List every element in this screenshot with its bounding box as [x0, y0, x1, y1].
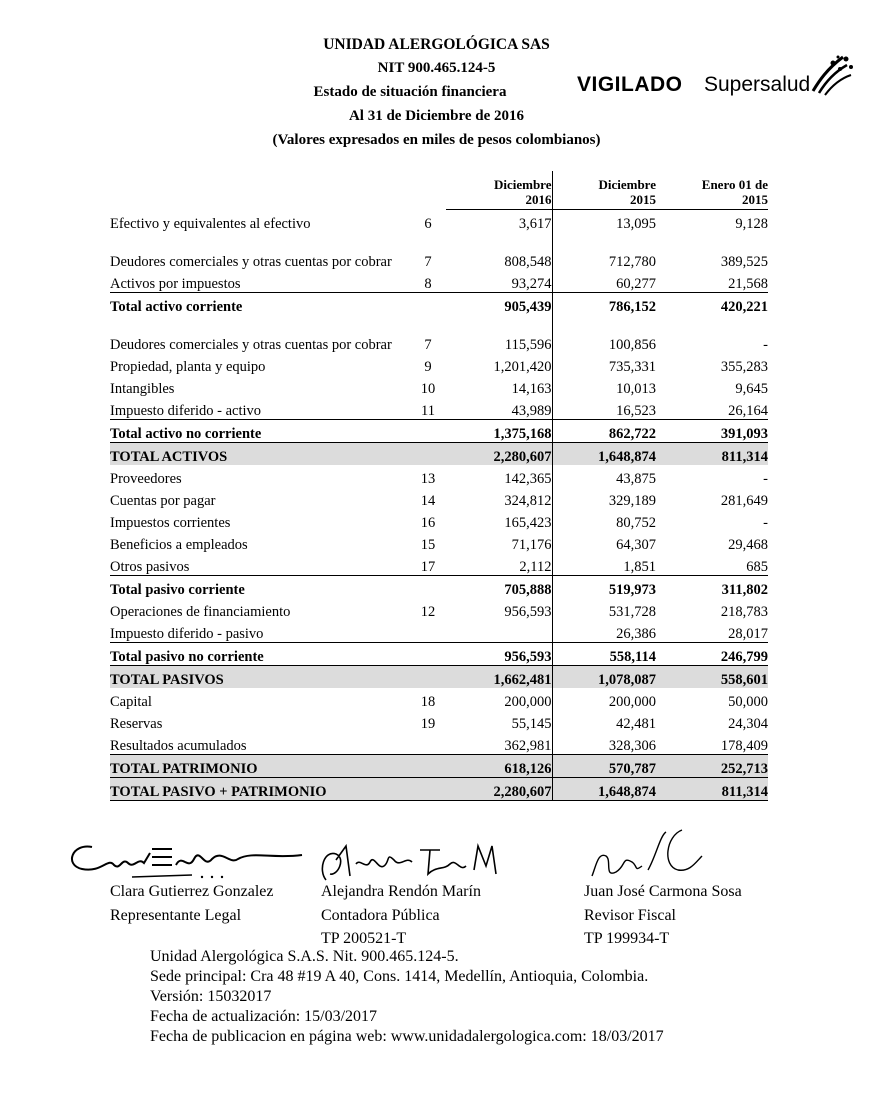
- column-header-dec-2016: Diciembre 2016: [446, 171, 552, 210]
- row-note: 8: [424, 276, 432, 292]
- row-value-dec-2015: 786,152: [552, 293, 656, 316]
- column-header-jan-2015: Enero 01 de 2015: [656, 171, 768, 210]
- row-value-jan-2015: 24,304: [728, 716, 768, 732]
- row-label: Propiedad, planta y equipo: [110, 359, 266, 375]
- footer-address: Sede principal: Cra 48 #19 A 40, Cons. 1414, Medellín, Antioquia, Colombia.: [150, 968, 649, 985]
- row-value-dec-2015: 862,722: [552, 420, 656, 443]
- row-label: Operaciones de financiamiento: [110, 604, 291, 620]
- table-header-row: [110, 171, 768, 210]
- row-label: TOTAL PASIVOS: [110, 666, 410, 689]
- row-note: 14: [420, 493, 436, 509]
- row-label: Total activo corriente: [110, 293, 410, 316]
- row-note: 16: [420, 515, 436, 531]
- vigilado-supersalud-badge: [577, 65, 867, 105]
- document-footer: [150, 947, 664, 1047]
- row-note: [410, 643, 446, 666]
- row-value-dec-2016: 956,593: [446, 643, 552, 666]
- row-label: Deudores comerciales y otras cuentas por cobrar: [110, 254, 392, 270]
- row-value-dec-2015: 13,095: [552, 210, 656, 233]
- row-note: [410, 755, 446, 778]
- accountant-role: Contadora Pública: [321, 907, 440, 924]
- row-note: [410, 420, 446, 443]
- row-value-dec-2016: 808,548: [504, 254, 552, 270]
- row-note: [410, 666, 446, 689]
- row-note: 19: [420, 716, 436, 732]
- row-value-jan-2015: -: [763, 515, 768, 531]
- table-row: [110, 710, 768, 732]
- row-label: Resultados acumulados: [110, 738, 247, 754]
- supersalud-label: Supersalud: [704, 73, 811, 96]
- table-row: [110, 232, 768, 270]
- row-note: 7: [424, 337, 432, 353]
- row-value-dec-2016: 115,596: [504, 337, 552, 353]
- row-value-jan-2015: 420,221: [656, 293, 768, 316]
- row-value-jan-2015: 391,093: [656, 420, 768, 443]
- supersalud-logo-icon: [809, 51, 857, 99]
- table-row: [110, 531, 768, 553]
- row-value-jan-2015: 311,802: [656, 576, 768, 599]
- row-value-dec-2015: 1,078,087: [552, 666, 656, 689]
- row-value-jan-2015: 558,601: [656, 666, 768, 689]
- row-note: 15: [420, 537, 436, 553]
- row-value-jan-2015: 281,649: [720, 493, 768, 509]
- footer-company-nit: Unidad Alergológica S.A.S. Nit. 900.465.124-5.: [150, 948, 459, 965]
- table-row: [110, 509, 768, 531]
- row-value-dec-2016: 956,593: [504, 604, 552, 620]
- table-row: [110, 778, 768, 801]
- row-note: [410, 778, 446, 801]
- row-note: [410, 293, 446, 316]
- row-label: Total pasivo no corriente: [110, 643, 410, 666]
- statement-date: Al 31 de Diciembre de 2016: [348, 108, 525, 124]
- table-row: [110, 465, 768, 487]
- row-value-dec-2016: 2,112: [519, 559, 552, 575]
- table-row: [110, 643, 768, 666]
- row-value-jan-2015: -: [763, 337, 768, 353]
- table-row: [110, 620, 768, 643]
- row-note: 12: [420, 604, 436, 620]
- row-value-dec-2015: 519,973: [552, 576, 656, 599]
- row-label: TOTAL ACTIVOS: [110, 443, 410, 466]
- table-row: [110, 487, 768, 509]
- row-label: Intangibles: [110, 381, 175, 397]
- row-value-dec-2015: 80,752: [552, 509, 656, 531]
- row-label: Activos por impuestos: [110, 276, 241, 292]
- row-value-jan-2015: 29,468: [728, 537, 768, 553]
- row-value-dec-2015: 10,013: [552, 375, 656, 397]
- accountant-signature: [316, 840, 506, 886]
- row-value-dec-2016: 1,201,420: [493, 359, 552, 375]
- row-value-jan-2015: -: [763, 471, 768, 487]
- row-value-jan-2015: 685: [746, 559, 768, 575]
- row-note: [410, 443, 446, 466]
- row-value-jan-2015: 178,409: [720, 738, 768, 754]
- row-value-dec-2016: 2,280,607: [446, 778, 552, 801]
- column-header-dec-2015: Diciembre 2015: [552, 171, 656, 210]
- row-value-dec-2015: 570,787: [552, 755, 656, 778]
- row-note: [410, 620, 446, 643]
- row-value-jan-2015: 26,164: [728, 403, 768, 419]
- row-value-jan-2015: 252,713: [656, 755, 768, 778]
- accountant-name: Alejandra Rendón Marín: [321, 883, 481, 900]
- row-note: [410, 576, 446, 599]
- table-row: [110, 598, 768, 620]
- row-label: TOTAL PATRIMONIO: [110, 755, 410, 778]
- row-note: [410, 732, 446, 755]
- row-value-dec-2016: 905,439: [446, 293, 552, 316]
- row-label: Total activo no corriente: [110, 420, 410, 443]
- row-value-dec-2016: [446, 620, 552, 643]
- table-row: [110, 688, 768, 710]
- table-row: [110, 732, 768, 755]
- legal-representative-role: Representante Legal: [110, 907, 242, 924]
- row-value-dec-2016: 93,274: [511, 276, 552, 292]
- row-value-dec-2016: 3,617: [518, 216, 552, 232]
- row-value-jan-2015: 9,128: [735, 216, 768, 232]
- legal-representative-signature: [62, 835, 312, 885]
- row-label: Beneficios a empleados: [110, 537, 248, 553]
- row-value-dec-2016: 165,423: [504, 515, 552, 531]
- row-value-dec-2015: 43,875: [552, 465, 656, 487]
- row-label: Deudores comerciales y otras cuentas por cobrar: [110, 337, 392, 353]
- row-value-dec-2016: 324,812: [504, 493, 552, 509]
- row-value-dec-2015: 712,780: [552, 232, 656, 270]
- accountant-tp: TP 200521-T: [321, 930, 407, 947]
- footer-update-date: Fecha de actualización: 15/03/2017: [150, 1008, 378, 1025]
- row-value-dec-2015: 26,386: [552, 620, 656, 643]
- row-value-dec-2015: 200,000: [552, 688, 656, 710]
- row-label: Capital: [110, 694, 152, 710]
- row-value-dec-2015: 531,728: [552, 598, 656, 620]
- table-row: [110, 755, 768, 778]
- table-row: [110, 210, 768, 233]
- statement-title: Estado de situación financiera: [313, 84, 507, 100]
- row-label: Otros pasivos: [110, 559, 190, 575]
- table-row: [110, 443, 768, 466]
- row-value-jan-2015: 811,314: [656, 778, 768, 801]
- row-value-jan-2015: 9,645: [735, 381, 768, 397]
- row-label: TOTAL PASIVO + PATRIMONIO: [110, 778, 410, 801]
- row-label: Cuentas por pagar: [110, 493, 216, 509]
- row-value-dec-2015: 329,189: [552, 487, 656, 509]
- row-value-jan-2015: 50,000: [728, 694, 768, 710]
- row-value-jan-2015: 389,525: [720, 254, 768, 270]
- row-value-dec-2016: 55,145: [511, 716, 552, 732]
- table-row: [110, 576, 768, 599]
- row-value-jan-2015: 811,314: [656, 443, 768, 466]
- row-value-dec-2015: 735,331: [552, 353, 656, 375]
- table-row: [110, 270, 768, 293]
- row-note: 6: [424, 216, 432, 232]
- row-value-dec-2016: 1,662,481: [446, 666, 552, 689]
- row-label: Reservas: [110, 716, 163, 732]
- row-value-jan-2015: 246,799: [656, 643, 768, 666]
- financial-position-table: [110, 171, 768, 801]
- row-label: Impuesto diferido - pasivo: [110, 626, 264, 642]
- row-value-dec-2016: 142,365: [504, 471, 552, 487]
- footer-publication-date: Fecha de publicacion en página web: www.unidadalergologica.com: 18/03/2017: [150, 1028, 664, 1045]
- row-note: 17: [420, 559, 436, 575]
- row-value-dec-2016: 618,126: [446, 755, 552, 778]
- auditor-tp: TP 199934-T: [584, 930, 670, 947]
- row-value-dec-2015: 1,648,874: [552, 443, 656, 466]
- row-value-dec-2016: 200,000: [504, 694, 552, 710]
- company-name: UNIDAD ALERGOLÓGICA SAS: [323, 36, 550, 53]
- row-label: Proveedores: [110, 471, 182, 487]
- row-value-dec-2016: 71,176: [511, 537, 552, 553]
- table-row: [110, 397, 768, 420]
- row-value-dec-2015: 16,523: [552, 397, 656, 420]
- row-note: 18: [420, 694, 436, 710]
- row-value-dec-2016: 43,989: [511, 403, 552, 419]
- row-value-dec-2016: 705,888: [446, 576, 552, 599]
- row-value-dec-2015: 100,856: [552, 315, 656, 353]
- table-row: [110, 293, 768, 316]
- table-row: [110, 420, 768, 443]
- company-nit: NIT 900.465.124-5: [377, 60, 496, 76]
- auditor-signature: [586, 826, 716, 888]
- row-label: Total pasivo corriente: [110, 576, 410, 599]
- row-note: 10: [420, 381, 436, 397]
- vigilado-label: VIGILADO: [577, 73, 683, 96]
- row-value-dec-2016: 362,981: [504, 738, 552, 754]
- auditor-name: Juan José Carmona Sosa: [584, 883, 742, 900]
- row-label: Impuesto diferido - activo: [110, 403, 261, 419]
- row-value-dec-2015: 558,114: [552, 643, 656, 666]
- statement-units: (Valores expresados en miles de pesos colombianos): [272, 132, 601, 148]
- footer-version: Versión: 15032017: [150, 988, 272, 1005]
- row-value-dec-2015: 1,648,874: [552, 778, 656, 801]
- row-value-jan-2015: 355,283: [720, 359, 768, 375]
- row-note: 9: [424, 359, 432, 375]
- row-value-dec-2015: 64,307: [552, 531, 656, 553]
- row-value-jan-2015: 21,568: [728, 276, 768, 292]
- row-value-jan-2015: 218,783: [720, 604, 768, 620]
- row-value-dec-2015: 42,481: [552, 710, 656, 732]
- row-label: Efectivo y equivalentes al efectivo: [110, 216, 311, 232]
- table-row: [110, 375, 768, 397]
- row-value-dec-2016: 14,163: [511, 381, 552, 397]
- row-note: 13: [420, 471, 436, 487]
- table-row: [110, 315, 768, 353]
- row-value-dec-2015: 1,851: [552, 553, 656, 576]
- table-row: [110, 666, 768, 689]
- legal-representative-name: Clara Gutierrez Gonzalez: [110, 883, 274, 900]
- row-label: Impuestos corrientes: [110, 515, 231, 531]
- row-value-dec-2015: 328,306: [552, 732, 656, 755]
- row-note: 11: [421, 403, 435, 419]
- table-row: [110, 553, 768, 576]
- row-value-dec-2015: 60,277: [552, 270, 656, 293]
- row-value-dec-2016: 1,375,168: [446, 420, 552, 443]
- row-note: 7: [424, 254, 432, 270]
- row-value-dec-2016: 2,280,607: [446, 443, 552, 466]
- row-value-jan-2015: 28,017: [728, 626, 768, 642]
- auditor-role: Revisor Fiscal: [584, 907, 676, 924]
- table-row: [110, 353, 768, 375]
